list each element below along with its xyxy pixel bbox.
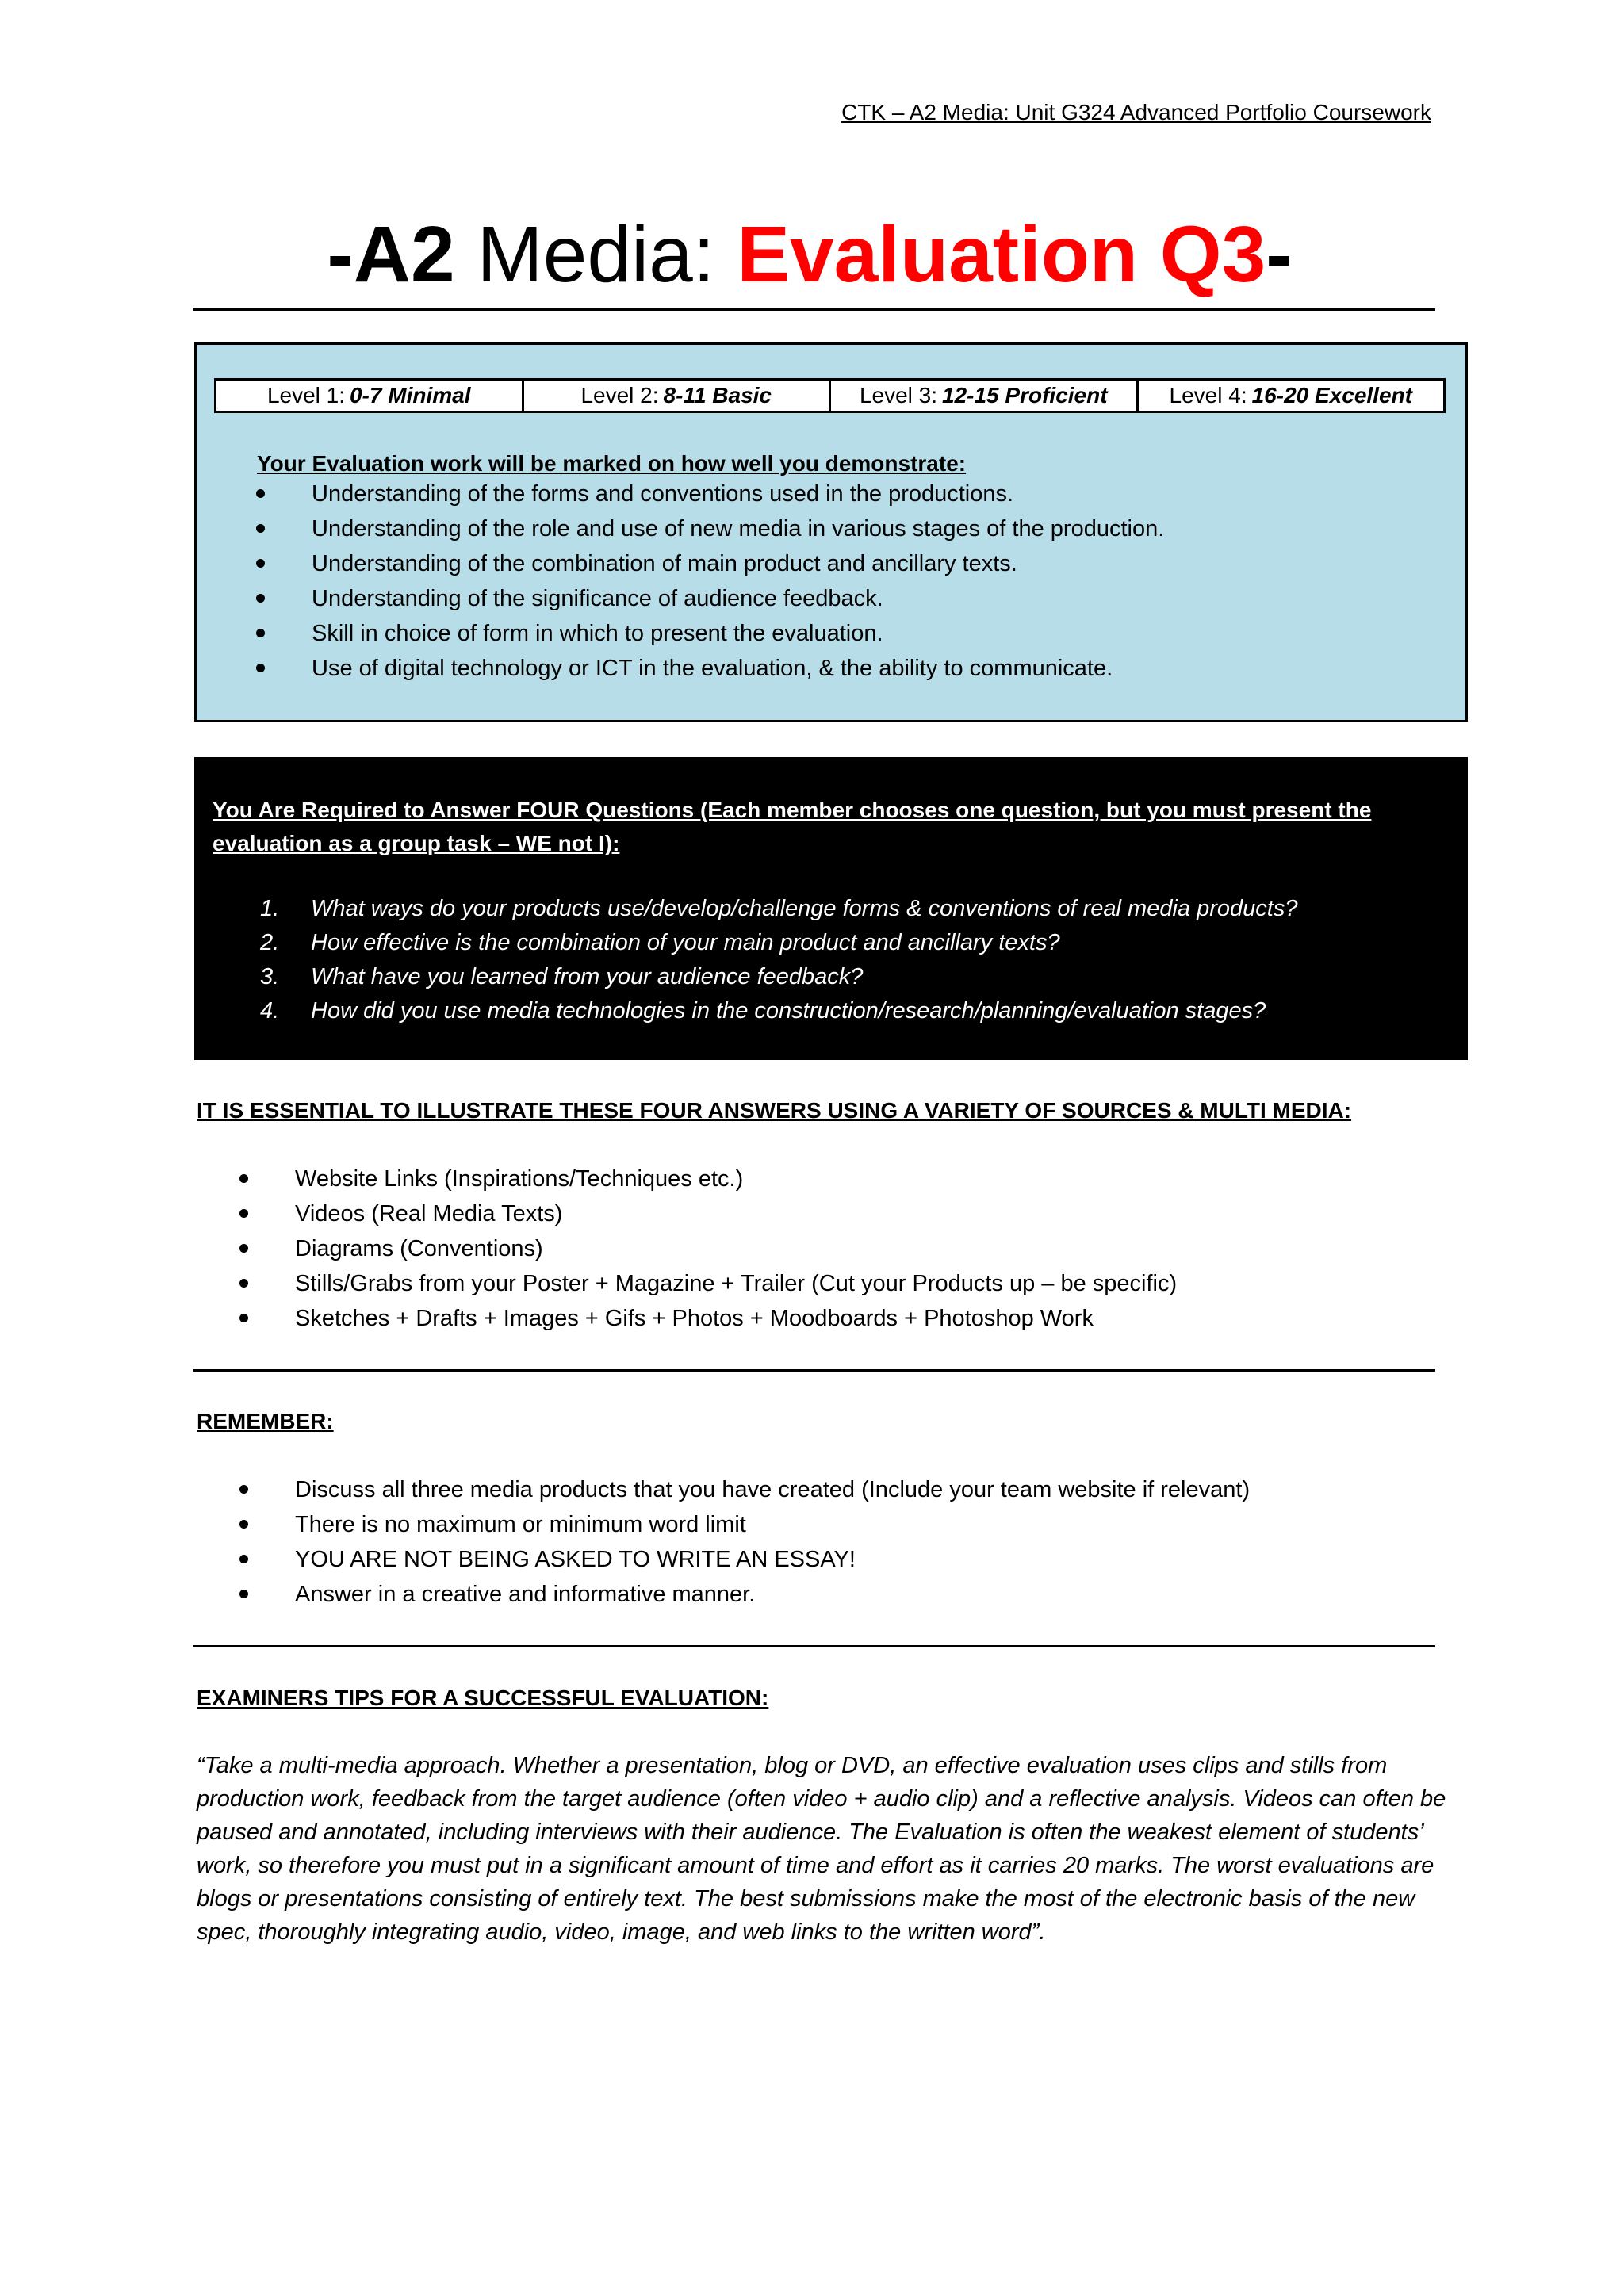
level-value: 12-15 Proficient [942,383,1108,408]
sources-list [295,1161,1177,1336]
list-item [312,581,1164,616]
marking-list [312,476,1164,686]
level-value: 16-20 Excellent [1251,383,1412,408]
questions-heading: You Are Required to Answer FOUR Questions (Each member chooses one question, but you must present the evaluation as a group task – WE not I): [213,798,1372,855]
list-item-text: Diagrams (Conventions) [295,1236,543,1261]
levels-table [214,378,1446,413]
bullet-icon [256,629,265,637]
bullet-icon [239,1590,248,1598]
question-text: What have you learned from your audience feedback? [311,964,864,989]
tips-heading: EXAMINERS TIPS FOR A SUCCESSFUL EVALUATION: [197,1686,769,1710]
marking-heading: Your Evaluation work will be marked on how well you demonstrate: [257,451,967,476]
list-item [295,1231,1177,1266]
list-item-text: Understanding of the role and use of new media in various stages of the production. [312,516,1165,541]
list-item-text: Skill in choice of form in which to present the evaluation. [312,621,883,646]
list-item [312,651,1164,686]
bullet-icon [239,1555,248,1563]
level-label: Level 3: [859,383,938,408]
list-item [312,546,1164,581]
questions-list [260,892,1298,1028]
list-item-text: Understanding of the significance of audience feedback. [312,586,883,611]
level-label: Level 2: [580,383,659,408]
list-item [295,1577,1250,1612]
level-cell [831,381,1139,411]
list-item-text: Stills/Grabs from your Poster + Magazine + Trailer (Cut your Products up – be specific) [295,1271,1178,1296]
examiner-quote: “Take a multi-media approach. Whether a presentation, blog or DVD, an effective evaluation uses clips and stills from production work, feedback from the target audience (often video + audio clip) and a reflective analysis. Videos can often be paused and annotated, including interviews with their audience. The Evaluation is often the weakest element of students’ work, so therefore you must put in a significant amount of time and effort as it carries 20 marks. The worst evaluations are blogs or presentations consisting of entirely text. The best submissions make the most of the electronic basis of the new spec, thoroughly integrating audio, video, image, and web links to the written word”. [197,1753,1446,1945]
question-item [260,960,1297,994]
list-item-text: Understanding of the forms and conventions used in the productions. [312,481,1014,507]
bullet-icon [239,1520,248,1529]
bullet-icon [239,1244,248,1253]
question-number: 2. [260,930,280,955]
remember-list [295,1472,1250,1612]
title-part-a2: A2 [353,210,455,299]
page-title [0,203,1622,306]
list-item [295,1542,1250,1577]
sources-heading: IT IS ESSENTIAL TO ILLUSTRATE THESE FOUR ANSWERS USING A VARIETY OF SOURCES & MULTI MEDIA: [197,1098,1352,1123]
list-item-text: Website Links (Inspirations/Techniques etc.) [295,1166,744,1192]
bullet-icon [256,559,265,568]
level-cell [1139,381,1444,411]
bullet-icon [239,1279,248,1288]
list-item-text: Understanding of the combination of main product and ancillary texts. [312,551,1017,576]
level-label: Level 4: [1169,383,1247,408]
divider [193,308,1435,311]
list-item [295,1161,1177,1196]
list-item [295,1266,1177,1301]
list-item-text: Videos (Real Media Texts) [295,1201,563,1226]
list-item-text: Answer in a creative and informative manner. [295,1582,756,1607]
level-cell [216,381,524,411]
bullet-icon [256,524,265,533]
title-part-evaluation: Evaluation Q3 [737,210,1266,299]
level-value: 0-7 Minimal [350,383,471,408]
list-item [312,511,1164,546]
bullet-icon [239,1314,248,1322]
level-cell [524,381,832,411]
question-item [260,926,1297,960]
marking-criteria-box [194,342,1468,722]
list-item [295,1196,1177,1231]
list-item [312,616,1164,651]
list-item [295,1472,1250,1507]
question-text: How did you use media technologies in the construction/research/planning/evaluation stages? [311,998,1266,1024]
bullet-icon [256,594,265,603]
bullet-icon [239,1174,248,1183]
bullet-icon [239,1485,248,1494]
question-text: What ways do your products use/develop/challenge forms & conventions of real media products? [311,896,1298,921]
bullet-icon [256,664,265,672]
questions-box [194,757,1468,1060]
divider [193,1645,1435,1647]
level-value: 8-11 Basic [663,383,772,408]
question-item [260,994,1297,1028]
course-header: CTK – A2 Media: Unit G324 Advanced Portfolio Coursework [841,100,1431,124]
question-number: 3. [260,964,280,989]
remember-heading: REMEMBER: [197,1409,334,1433]
title-prefix: - [327,210,354,299]
list-item-text: YOU ARE NOT BEING ASKED TO WRITE AN ESSAY! [295,1547,856,1572]
list-item [295,1301,1177,1336]
title-part-media: Media: [454,210,737,299]
question-number: 4. [260,998,280,1024]
question-item [260,892,1298,926]
bullet-icon [239,1209,248,1218]
list-item-text: There is no maximum or minimum word limit [295,1512,746,1537]
list-item-text: Discuss all three media products that you have created (Include your team website if relevant) [295,1477,1251,1502]
divider [193,1369,1435,1372]
list-item [295,1507,1250,1542]
list-item [312,476,1164,511]
question-number: 1. [260,896,280,921]
bullet-icon [256,489,265,498]
list-item-text: Use of digital technology or ICT in the evaluation, & the ability to communicate. [312,656,1113,681]
list-item-text: Sketches + Drafts + Images + Gifs + Photos + Moodboards + Photoshop Work [295,1306,1094,1331]
level-label: Level 1: [266,383,346,408]
question-text: How effective is the combination of your main product and ancillary texts? [311,930,1060,955]
title-suffix: - [1266,210,1293,299]
